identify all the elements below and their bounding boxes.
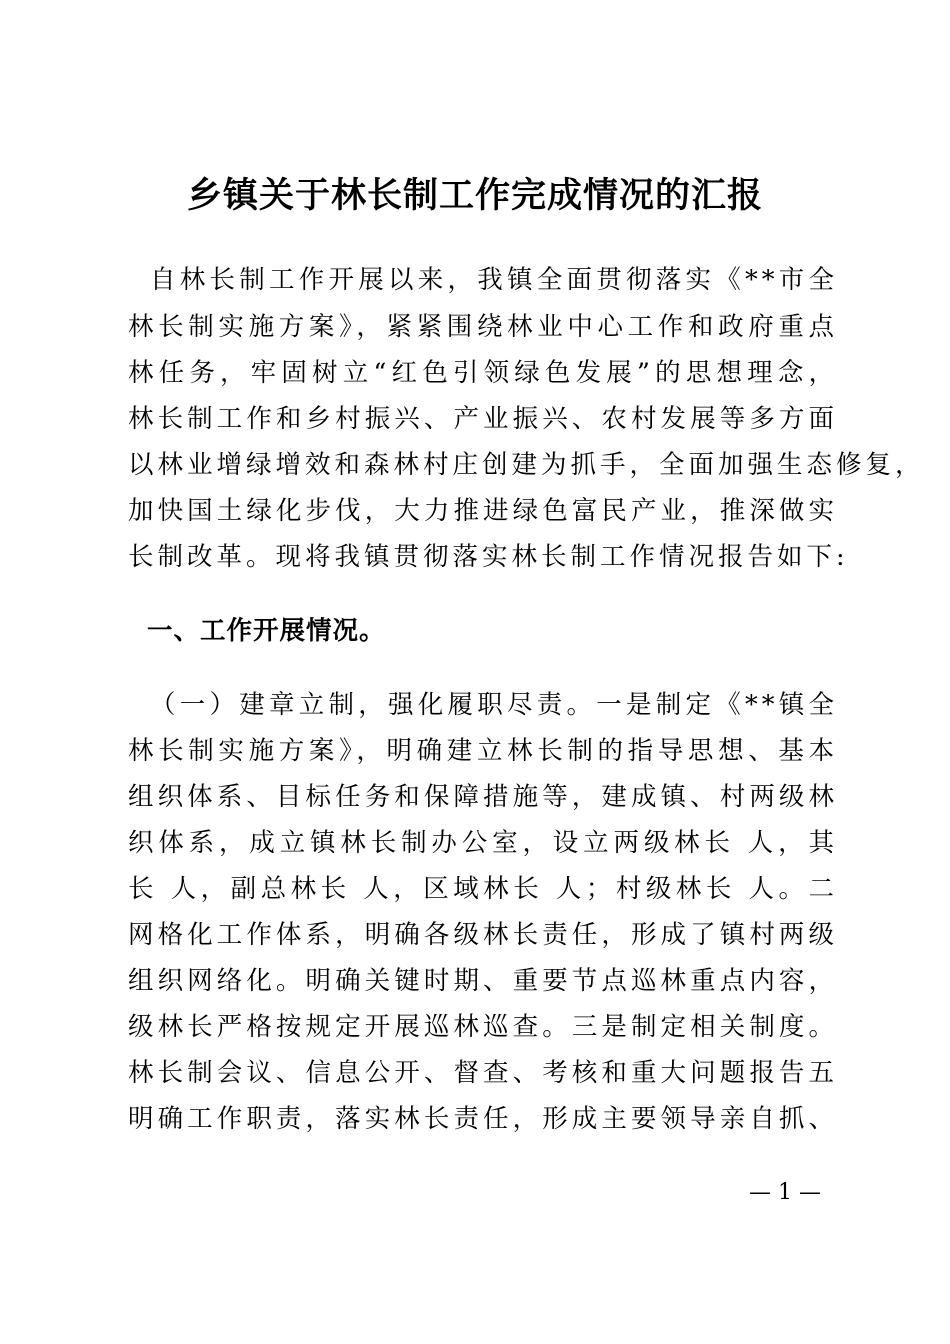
- section-heading: 一、工作开展情况。: [147, 616, 386, 646]
- section-line: 级林长严格按规定开展巡林巡查。三是制定相关制度。: [128, 1012, 838, 1042]
- section-line: 林长制会议、信息公开、督查、考核和重大问题报告五: [128, 1058, 838, 1088]
- intro-line: 林长制实施方案》，紧紧围绕林业中心工作和政府重点: [128, 312, 838, 342]
- section-line: 组织网络化。明确关键时期、重要节点巡林重点内容，: [128, 966, 838, 996]
- intro-line: 林长制工作和乡村振兴、产业振兴、农村发展等多方面: [128, 404, 838, 434]
- intro-line: 长制改革。现将我镇贯彻落实林长制工作情况报告如下:: [128, 542, 849, 572]
- intro-line: 加快国土绿化步伐，大力推进绿色富民产业，推深做实: [128, 496, 838, 526]
- section-line: 织体系，成立镇林长制办公室，设立两级林长 人，其: [128, 828, 838, 858]
- section-line: 组织体系、目标任务和保障措施等，建成镇、村两级林: [128, 782, 838, 812]
- page-number: — 1 —: [749, 1180, 821, 1205]
- section-line: 网格化工作体系，明确各级林长责任，形成了镇村两级: [128, 920, 838, 950]
- section-line: （一）建章立制，强化履职尽责。一是制定《**镇全: [150, 690, 838, 720]
- document-title: 乡镇关于林长制工作完成情况的汇报: [186, 175, 763, 216]
- section-line: 长 人，副总林长 人，区域林长 人；村级林长 人。二: [128, 874, 838, 904]
- intro-line: 自林长制工作开展以来，我镇全面贯彻落实《**市全: [150, 265, 838, 295]
- section-line: 林长制实施方案》，明确建立林长制的指导思想、基本: [128, 736, 838, 766]
- intro-line: 林任务，牢固树立“红色引领绿色发展”的思想理念，: [128, 358, 838, 388]
- intro-line: 以林业增绿增效和森林村庄创建为抓手，全面加强生态修复，: [128, 450, 925, 480]
- section-line: 明确工作职责，落实林长责任，形成主要领导亲自抓、: [128, 1104, 838, 1134]
